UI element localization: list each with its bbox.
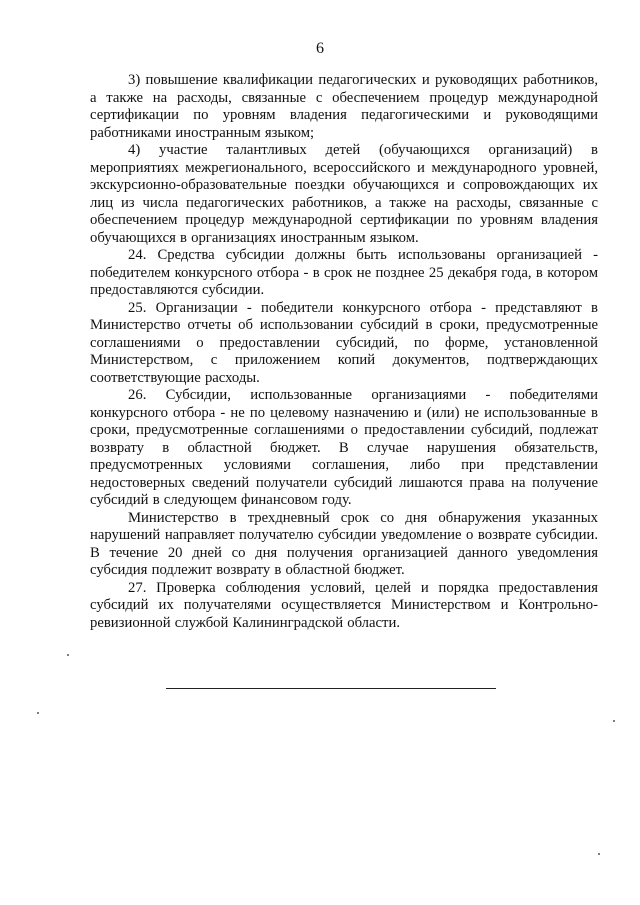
scan-speck — [613, 720, 615, 722]
document-body — [90, 72, 598, 632]
scan-speck — [598, 853, 600, 855]
paragraph-24: 24. Средства субсидии должны быть использованы организацией - победителем конкурсного отбора - в срок не позднее 25 декабря года, в котором предоставляются субсидии. — [90, 247, 598, 298]
scan-speck — [67, 654, 69, 656]
paragraph-ministry-notice: Министерство в трехдневный срок со дня обнаружения указанных нарушений направляет получателю субсидии уведомление о возврате субсидии. В течение 20 дней со дня получения организацией данного уведомления субсидия подлежит возврату в областной бюджет. — [90, 509, 598, 578]
page-number: 6 — [316, 40, 324, 57]
paragraph-item-3: 3) повышение квалификации педагогических и руководящих работников, а также на расходы, связанные с обеспечением процедур международной сертификации по уровням владения педагогическими и руководящими работниками иностранным языком; — [90, 72, 598, 141]
scan-speck — [37, 712, 39, 714]
paragraph-26: 26. Субсидии, использованные организациями - победителями конкурсного отбора - не по целевому назначению и (или) не использованные в сроки, предусмотренные соглашениями о предоставлении субсидий, подлежат возврату в областной бюджет. В случае нарушения обязательств, предусмотренных условиями соглашения, либо при представлении недостоверных сведений получатели субсидий лишаются права на получение субсидий в следующем финансовом году. — [90, 387, 598, 508]
paragraph-25: 25. Организации - победители конкурсного отбора - представляют в Министерство отчеты об использовании субсидий в сроки, предусмотренные соглашениями о предоставлении субсидий, по форме, установленной Министерством, с приложением копий документов, подтверждающих соответствующие расходы. — [90, 299, 598, 386]
end-of-text-divider — [166, 688, 496, 689]
paragraph-item-4: 4) участие талантливых детей (обучающихся организаций) в мероприятиях межрегионального, всероссийского и международного уровней, экскурсионно-образовательные поездки обучающихся и сопровождающих их лиц из числа педагогических работников, а также на расходы, связанные с обеспечением процедур международной сертификации по уровням владения обучающихся в организациях иностранным языком. — [90, 142, 598, 246]
paragraph-27: 27. Проверка соблюдения условий, целей и порядка предоставления субсидий их получателями осуществляется Министерством и Контрольно-ревизионной службой Калининградской области. — [90, 579, 598, 631]
